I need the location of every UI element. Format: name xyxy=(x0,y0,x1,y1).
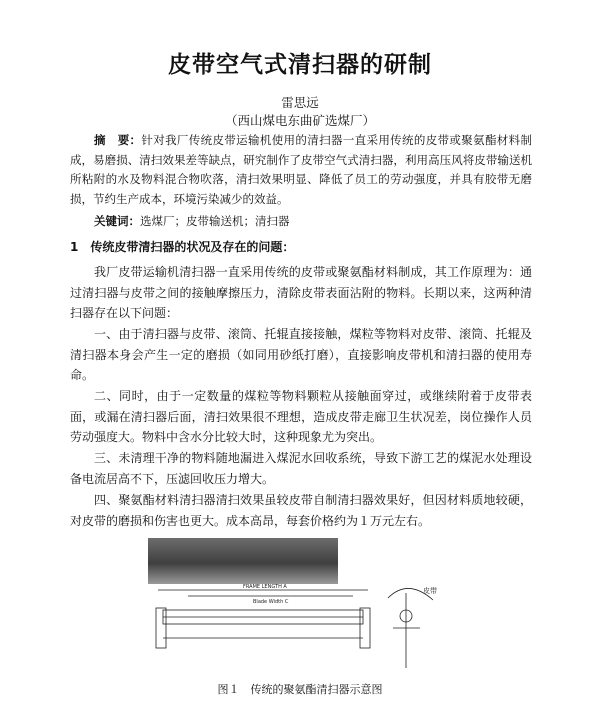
keywords-text: 选煤厂；皮带输送机；清扫器 xyxy=(140,214,290,228)
figure-caption: 图１ 传统的聚氨酯清扫器示意图 xyxy=(217,683,383,696)
paragraph: 一、由于清扫器与皮带、滚筒、托辊直接接触，煤粒等物料对皮带、滚筒、托辊及清扫器本身会产生一定的磨损（如同用砂纸打磨），直接影响皮带机和清扫器的使用寿命。 xyxy=(70,327,532,382)
author-affiliation: （西山煤电东曲矿选煤厂） xyxy=(224,113,375,128)
side-label: 皮带 xyxy=(423,587,437,595)
section-heading-1: 1 传统皮带清扫器的状况及存在的问题： xyxy=(70,240,295,254)
paper-title: 皮带空气式清扫器的研制 xyxy=(168,52,432,78)
keywords-label: 关键词： xyxy=(94,214,140,228)
paragraph: 二、同时，由于一定数量的煤粒等物料颗粒从接触面穿过，或继续附着于皮带表面，或漏在清扫器后面，清扫效果很不理想，造成皮带走廊卫生状况差，岗位操作人员劳动强度大。物料中含水分比较大时，这种现象尤为突出。 xyxy=(70,389,532,444)
dim-label-1: FRAME LENGTH A xyxy=(243,584,287,590)
keywords xyxy=(94,213,290,229)
abstract-label: 摘 要： xyxy=(94,133,142,147)
figure-1 xyxy=(148,538,458,678)
paragraph: 四、聚氨酯材料清扫器清扫效果虽较皮带自制清扫器效果好，但因材料质地较硬，对皮带的磨损和伤害也更大。成本高昂，每套价格约为１万元左右。 xyxy=(70,493,532,528)
paragraph: 三、未清理干净的物料随地漏进入煤泥水回收系统，导致下游工艺的煤泥水处理设备电流居高不下，压滤回收压力增大。 xyxy=(70,451,532,486)
author-name: 雷思远 xyxy=(281,95,319,110)
paragraph: 我厂皮带运输机清扫器一直采用传统的皮带或聚氨酯材料制成，其工作原理为：通过清扫器与皮带之间的接触摩擦压力，清除皮带表面沾附的物料。长期以来，这两种清扫器存在以下问题： xyxy=(70,265,532,320)
abstract-text: 针对我厂传统皮带运输机使用的清扫器一直采用传统的皮带或聚氨酯材料制成，易磨损、清扫效果差等缺点，研究制作了皮带空气式清扫器，利用高压风将皮带输送机所粘附的水及物料混合物吹落，清扫效果明显、降低了员工的劳动强度，并具有胶带无磨损，节约生产成本，环境污染减少的效益。 xyxy=(70,133,532,206)
abstract xyxy=(70,131,532,209)
cleaner-drawing xyxy=(148,538,458,678)
dim-label-2: Blade Width C xyxy=(253,599,289,605)
